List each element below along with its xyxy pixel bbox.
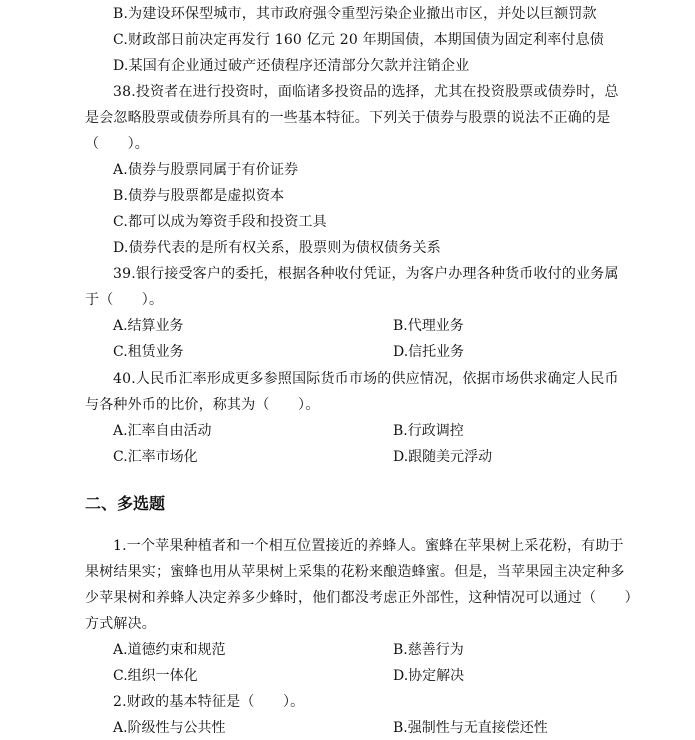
question-39-line1: 39.银行接受客户的委托，根据各种收付凭证，为客户办理各种货币收付的业务属 bbox=[113, 266, 619, 282]
option-39-c: C.租赁业务 bbox=[113, 344, 184, 360]
multi-option-1-a: A.道德约束和规范 bbox=[113, 642, 226, 658]
option-row bbox=[113, 640, 673, 660]
option-row bbox=[113, 718, 673, 738]
question-38-line2: 是会忽略股票或债券所具有的一些基本特征。下列关于债券与股票的说法不正确的是 bbox=[85, 110, 611, 126]
multi-question-1-line4: 方式解决。 bbox=[85, 616, 156, 632]
option-row bbox=[113, 316, 673, 336]
option-prev-c: C.财政部日前决定再发行 160 亿元 20 年期国债，本期国债为固定利率付息债 bbox=[113, 32, 604, 48]
multi-option-1-b: B.慈善行为 bbox=[393, 642, 464, 658]
multi-option-1-d: D.协定解决 bbox=[393, 668, 465, 684]
option-row bbox=[113, 447, 673, 467]
option-row bbox=[113, 666, 673, 686]
option-38-a: A.债券与股票同属于有价证券 bbox=[113, 162, 299, 178]
option-39-b: B.代理业务 bbox=[393, 318, 464, 334]
section-heading-multi-choice: 二、多选题 bbox=[85, 494, 166, 513]
multi-option-2-a: A.阶级性与公共性 bbox=[113, 720, 226, 736]
multi-option-1-c: C.组织一体化 bbox=[113, 668, 198, 684]
question-40-line1: 40.人民币汇率形成更多参照国际货币市场的供应情况，依据市场供求确定人民币 bbox=[113, 371, 619, 387]
option-39-d: D.信托业务 bbox=[393, 344, 465, 360]
option-40-b: B.行政调控 bbox=[393, 423, 464, 439]
option-40-c: C.汇率市场化 bbox=[113, 449, 198, 465]
option-40-a: A.汇率自由活动 bbox=[113, 423, 212, 439]
multi-option-2-b: B.强制性与无直接偿还性 bbox=[393, 720, 548, 736]
question-39-line2: 于（ ）。 bbox=[85, 292, 164, 308]
option-row bbox=[113, 342, 673, 362]
option-40-d: D.跟随美元浮动 bbox=[393, 449, 493, 465]
option-38-d: D.债券代表的是所有权关系，股票则为债权债务关系 bbox=[113, 240, 441, 256]
option-row bbox=[113, 421, 673, 441]
question-38-line1: 38.投资者在进行投资时，面临诸多投资品的选择，尤其在投资股票或债券时，总 bbox=[113, 84, 619, 100]
option-prev-d: D.某国有企业通过破产还债程序还清部分欠款并注销企业 bbox=[113, 58, 470, 74]
question-38-line3: （ ）。 bbox=[85, 136, 149, 152]
option-prev-b: B.为建设环保型城市，其市政府强令重型污染企业撤出市区，并处以巨额罚款 bbox=[113, 6, 597, 22]
option-38-c: C.都可以成为筹资手段和投资工具 bbox=[113, 214, 327, 230]
multi-question-1-line1: 1.一个苹果种植者和一个相互位置接近的养蜂人。蜜蜂在苹果树上采花粉，有助于 bbox=[113, 538, 624, 554]
option-39-a: A.结算业务 bbox=[113, 318, 184, 334]
question-40-line2: 与各种外币的比价，称其为（ ）。 bbox=[85, 397, 320, 413]
multi-question-2-line1: 2.财政的基本特征是（ ）。 bbox=[113, 694, 305, 710]
multi-question-1-line2: 果树结果实；蜜蜂也用从苹果树上采集的花粉来酿造蜂蜜。但是，当苹果园主决定种多 bbox=[85, 564, 625, 580]
multi-question-1-line3: 少苹果树和养蜂人决定养多少蜂时，他们都没考虑正外部性，这种情况可以通过（ ） bbox=[85, 590, 639, 606]
option-38-b: B.债券与股票都是虚拟资本 bbox=[113, 188, 285, 204]
